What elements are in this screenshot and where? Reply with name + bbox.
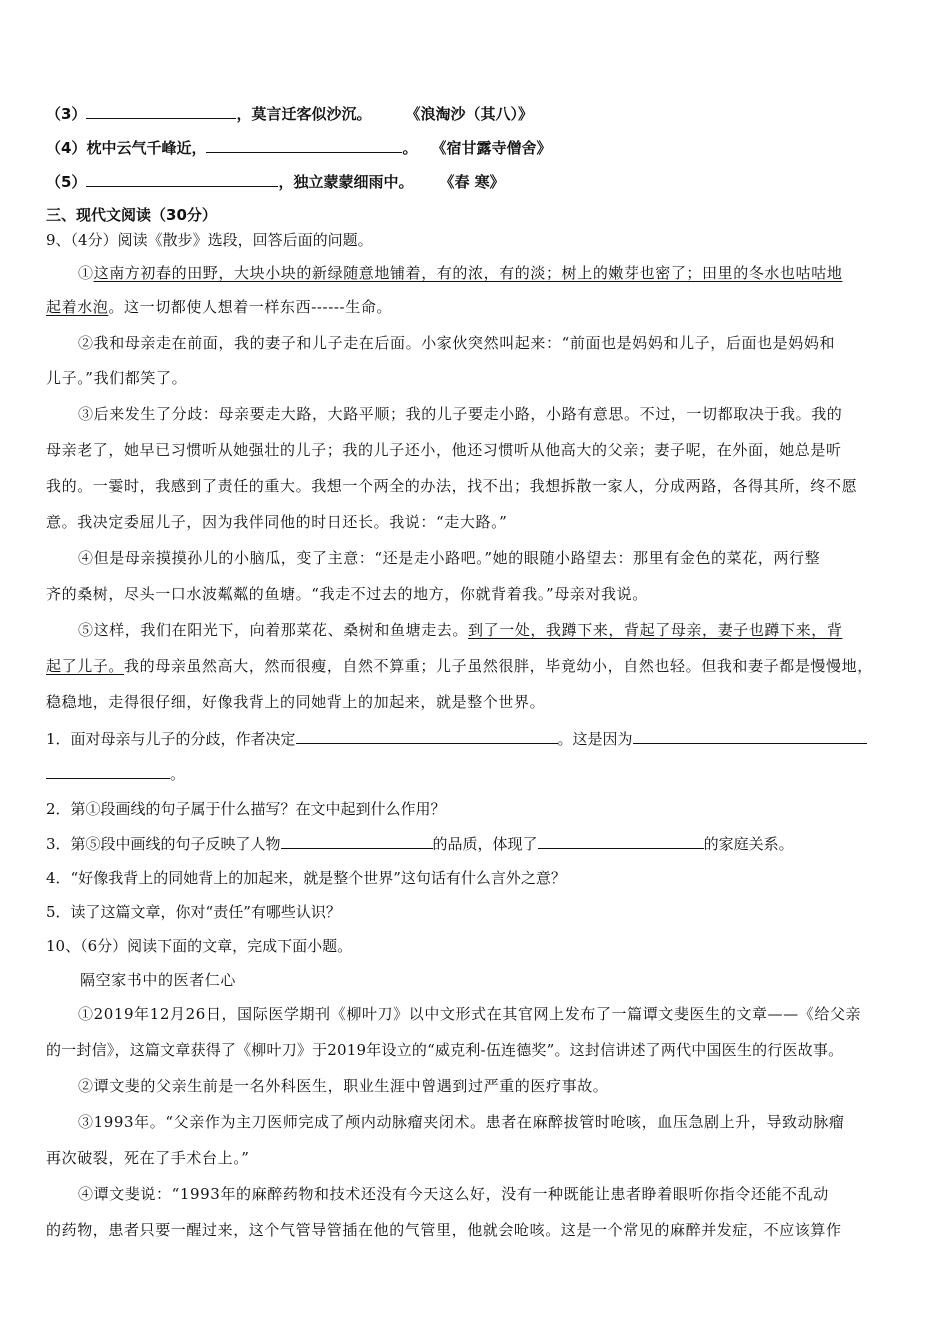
answer-blank[interactable] xyxy=(538,832,704,849)
sub-question-1 xyxy=(46,727,867,750)
article-paragraph-4: ④谭文斐说：“1993年的麻醉药物和技术还没有今天这么好，没有一种既能让患者睁着眼听你指令还能不乱动 xyxy=(78,1185,829,1203)
poem-line-5 xyxy=(46,170,505,193)
passage-paragraph-5 xyxy=(78,619,842,641)
poem-number: （4） xyxy=(46,139,87,157)
poem-number: （5） xyxy=(46,173,87,191)
sub-question-1-cont xyxy=(46,762,185,785)
passage-paragraph-1-cont xyxy=(46,296,392,318)
passage-paragraph-4-cont: 齐的桑树，尽头一口水波粼粼的鱼塘。“我走不过去的地方，你就背着我。”母亲对我说。 xyxy=(46,585,648,603)
sub-question-4: 4．“好像我背上的同她背上的加起来，就是整个世界”这句话有什么言外之意？ xyxy=(46,869,566,887)
question-intro: 10、（6分）阅读下面的文章，完成下面小题。 xyxy=(46,937,353,955)
answer-blank[interactable] xyxy=(206,136,402,153)
passage-paragraph-3-cont: 我的。一霎时，我感到了责任的重大。我想一个两全的办法，找不出；我想拆散一家人，分成两路，各得其所，终不愿 xyxy=(46,477,858,495)
poem-number: （3） xyxy=(46,105,87,123)
answer-blank[interactable] xyxy=(633,727,867,744)
sub-question-5: 5．读了这篇文章，你对“责任”有哪些认识？ xyxy=(46,903,341,921)
paragraph-text: ⑤这样，我们在阳光下，向着那菜花、桑树和鱼塘走去。 xyxy=(78,621,469,639)
paragraph-number: ① xyxy=(78,264,94,282)
poem-source: 《春 寒》 xyxy=(439,173,505,191)
question-text: 3．第⑤段中画线的句子反映了人物 xyxy=(46,835,281,853)
article-title: 隔空家书中的医者仁心 xyxy=(80,971,237,989)
article-paragraph-2: ②谭文斐的父亲生前是一名外科医生，职业生涯中曾遇到过严重的医疗事故。 xyxy=(78,1077,609,1095)
poem-line-4 xyxy=(46,136,551,159)
sub-question-2: 2．第①段画线的句子属于什么描写？在文中起到什么作用？ xyxy=(46,800,446,818)
answer-blank[interactable] xyxy=(281,832,433,849)
passage-paragraph-3-cont: 母亲老了，她早已习惯听从她强壮的儿子；我的儿子还小，他还习惯听从他高大的父亲；妻子呢，在外面，她总是听 xyxy=(46,441,842,459)
question-text: 的家庭关系。 xyxy=(703,835,794,853)
poem-text: ，独立蒙蒙细雨中。 xyxy=(278,173,414,191)
answer-blank[interactable] xyxy=(86,102,236,119)
question-text: 1．面对母亲与儿子的分歧，作者决定 xyxy=(46,730,296,748)
passage-paragraph-2: ②我和母亲走在前面，我的妻子和儿子走在后面。小家伙突然叫起来：“前面也是妈妈和儿子，后面也是妈妈和 xyxy=(78,334,836,352)
answer-blank[interactable] xyxy=(86,170,278,187)
article-paragraph-1-cont: 的一封信》，这篇文章获得了《柳叶刀》于2019年设立的“威克利-伍连德奖”。这封信讲述了两代中国医生的行医故事。 xyxy=(46,1041,844,1059)
question-text: 的品质，体现了 xyxy=(432,835,538,853)
passage-paragraph-5-cont xyxy=(46,655,873,677)
poem-line-3 xyxy=(46,102,533,125)
passage-paragraph-3-cont: 意。我决定委屈儿子，因为我伴同他的时日还长。我说：“走大路。” xyxy=(46,513,508,531)
underlined-sentence: 到了一处，我蹲下来，背起了母亲，妻子也蹲下来，背 xyxy=(468,621,843,639)
underlined-sentence: 起着水泡 xyxy=(46,298,109,316)
answer-blank[interactable] xyxy=(296,727,558,744)
article-paragraph-1: ①2019年12月26日，国际医学期刊《柳叶刀》以中文形式在其官网上发布了一篇谭文斐医生的文章——《给父亲 xyxy=(78,1005,862,1023)
passage-paragraph-3: ③后来发生了分歧：母亲要走大路，大路平顺；我的儿子要走小路，小路有意思。不过，一切都取决于我。我的 xyxy=(78,405,843,423)
section-heading: 三、现代文阅读（30分） xyxy=(46,206,217,224)
passage-paragraph-1 xyxy=(78,262,842,284)
poem-text: ，莫言迁客似沙沉。 xyxy=(236,105,372,123)
underlined-sentence: 起了儿子。 xyxy=(46,657,125,675)
passage-paragraph-2-cont: 儿子。”我们都笑了。 xyxy=(46,369,188,387)
paragraph-text: 。这一切都使人想着一样东西------生命。 xyxy=(108,298,393,316)
answer-blank[interactable] xyxy=(46,762,170,779)
question-text: 。这是因为 xyxy=(557,730,633,748)
underlined-sentence: 这南方初春的田野，大块小块的新绿随意地铺着，有的浓，有的淡；树上的嫩芽也密了；田里的冬水也咕咕地 xyxy=(93,264,843,282)
sub-question-3 xyxy=(46,832,794,855)
question-intro: 9、（4分）阅读《散步》选段，回答后面的问题。 xyxy=(46,231,373,249)
paragraph-text: 我的母亲虽然高大，然而很瘦，自然不算重；儿子虽然很胖，毕竟幼小，自然也轻。但我和妻子都是慢慢地， xyxy=(124,657,873,675)
article-paragraph-4-cont: 的药物，患者只要一醒过来，这个气管导管插在他的气管里，他就会呛咳。这是一个常见的麻醉并发症，不应该算作 xyxy=(46,1221,842,1239)
passage-paragraph-5-cont: 稳稳地，走得很仔细，好像我背上的同她背上的加起来，就是整个世界。 xyxy=(46,693,546,711)
question-text: 。 xyxy=(170,765,186,783)
passage-paragraph-4: ④但是母亲摸摸孙儿的小脑瓜，变了主意：“还是走小路吧。”她的眼随小路望去：那里有金色的菜花，两行整 xyxy=(78,549,821,567)
poem-source: 《宿甘露寺僧舍》 xyxy=(431,139,552,157)
poem-text: 枕中云气千峰近， xyxy=(86,139,207,157)
poem-text: 。 xyxy=(402,139,418,157)
article-paragraph-3-cont: 再次破裂，死在了手术台上。” xyxy=(46,1149,250,1167)
poem-source: 《浪淘沙（其八）》 xyxy=(405,105,533,123)
article-paragraph-3: ③1993年。“父亲作为主刀医师完成了颅内动脉瘤夹闭术。患者在麻醉拔管时呛咳，血压急剧上升，导致动脉瘤 xyxy=(78,1113,845,1131)
